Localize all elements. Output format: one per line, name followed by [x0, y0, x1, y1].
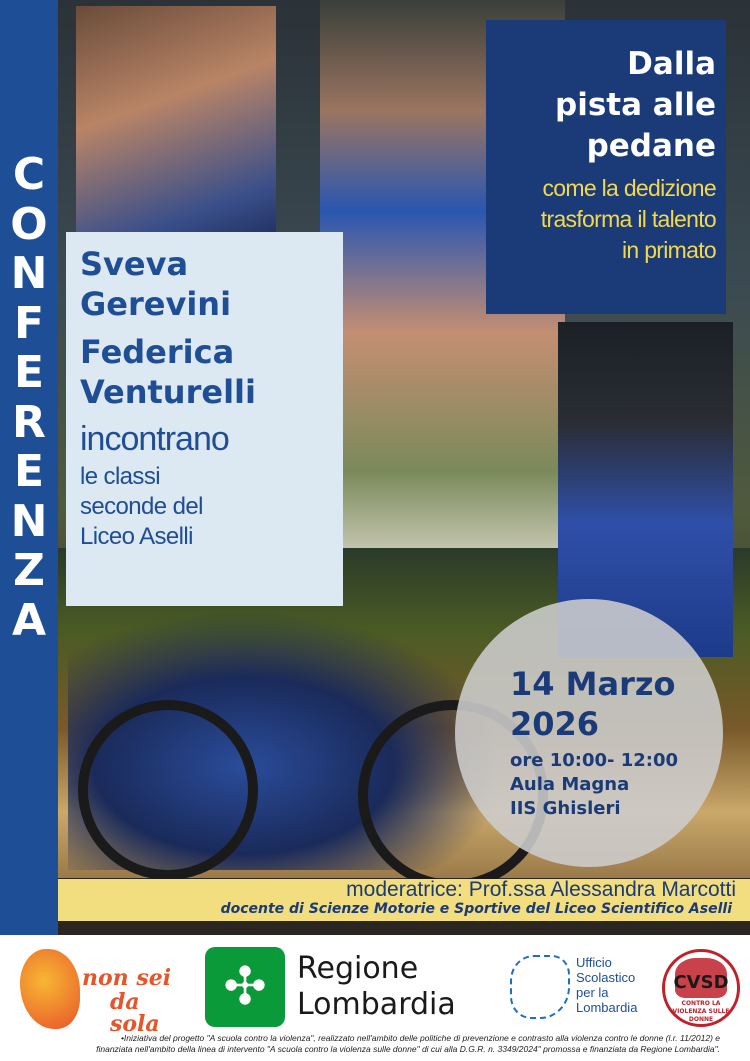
ufficio-scolastico-logo	[510, 949, 660, 1031]
footnote-line: •Iniziativa del progetto "A scuola contro la violenza", realizzato nell'ambito delle politiche di prevenzione e contrasto alla violenza contro le donne (l.r. 11/2012) e	[120, 1033, 720, 1043]
logo-text: CVSD	[673, 972, 729, 993]
speaker-name-line: Sveva	[80, 245, 189, 283]
moderator-name: moderatrice: Prof.ssa Alessandra Marcotti	[346, 878, 736, 901]
moderator-band	[58, 879, 750, 921]
title-letter: R	[12, 396, 46, 448]
event-details	[510, 749, 678, 821]
title-letter: F	[13, 297, 45, 349]
audience-line: le classi	[80, 463, 160, 490]
audience-line: seconde del	[80, 493, 203, 520]
non-sei-da-sola-logo	[20, 949, 190, 1037]
event-time: ore 10:00- 12:00	[510, 750, 679, 771]
footer-logos	[0, 935, 750, 1061]
splash-icon	[20, 949, 80, 1029]
title-letter: O	[10, 198, 48, 250]
event-date-line: 14 Marzo	[510, 665, 676, 703]
event-date-circle	[455, 599, 723, 867]
event-venue-line: Aula Magna	[510, 774, 630, 795]
title-letter: C	[12, 149, 46, 200]
speaker-name-line: Venturelli	[80, 373, 256, 411]
event-date-line: 2026	[510, 705, 600, 743]
title-letter: A	[11, 594, 47, 646]
speakers-box	[66, 232, 343, 606]
logo-text: CONTRO LA VIOLENZA SULLE DONNE	[672, 1000, 730, 1023]
event-venue-line: IIS Ghisleri	[510, 798, 621, 819]
headline-title-line: pedane	[586, 128, 716, 164]
lombardia-map-icon	[510, 955, 570, 1019]
headline-title	[496, 44, 716, 167]
headline-subtitle	[496, 173, 716, 266]
speaker-name-line: Gerevini	[80, 285, 232, 323]
headline-subtitle-line: come la dedizione	[542, 175, 716, 201]
headline-subtitle-line: in primato	[622, 237, 716, 263]
title-letter: N	[10, 248, 48, 299]
logo-text: Regione	[297, 951, 419, 986]
title-letter: E	[13, 347, 45, 398]
rosa-camuna-icon: ✣	[205, 947, 285, 1027]
headline-subtitle-line: trasforma il talento	[540, 206, 716, 232]
footnote-line: finanziata nell'ambito della linea di intervento "A scuola contro la violenza sulle donne" di cui alla D.G.R. n. 3349/2024" promossa e finanziata da Regione Lombardia".	[96, 1044, 720, 1054]
logo-text: Ufficio Scolastico per la Lombardia	[576, 955, 638, 1015]
cvsd-logo	[662, 949, 740, 1027]
logo-text: Lombardia	[297, 987, 456, 1022]
headline-title-line: Dalla	[627, 46, 716, 82]
event-date	[510, 664, 676, 744]
title-letter: Z	[13, 545, 45, 596]
title-letter: E	[13, 446, 45, 497]
audience-line: Liceo Aselli	[80, 523, 193, 550]
conferenza-vertical-title	[0, 150, 58, 645]
speaker-name-line: Federica	[80, 333, 235, 371]
athlete-portrait-photo	[76, 6, 276, 246]
title-letter: N	[10, 495, 48, 547]
moderator-role: docente di Scienze Motorie e Sportive del Liceo Scientifico Aselli	[220, 901, 732, 917]
logo-text: non sei	[82, 965, 172, 991]
meeting-verb: incontrano	[80, 420, 229, 458]
headline-box	[486, 20, 726, 314]
regione-lombardia-logo	[205, 947, 505, 1029]
headline-title-line: pista alle	[555, 87, 716, 123]
logo-text: da sola	[110, 989, 160, 1037]
funding-footnote	[60, 1033, 720, 1055]
bike-wheel	[78, 700, 258, 880]
